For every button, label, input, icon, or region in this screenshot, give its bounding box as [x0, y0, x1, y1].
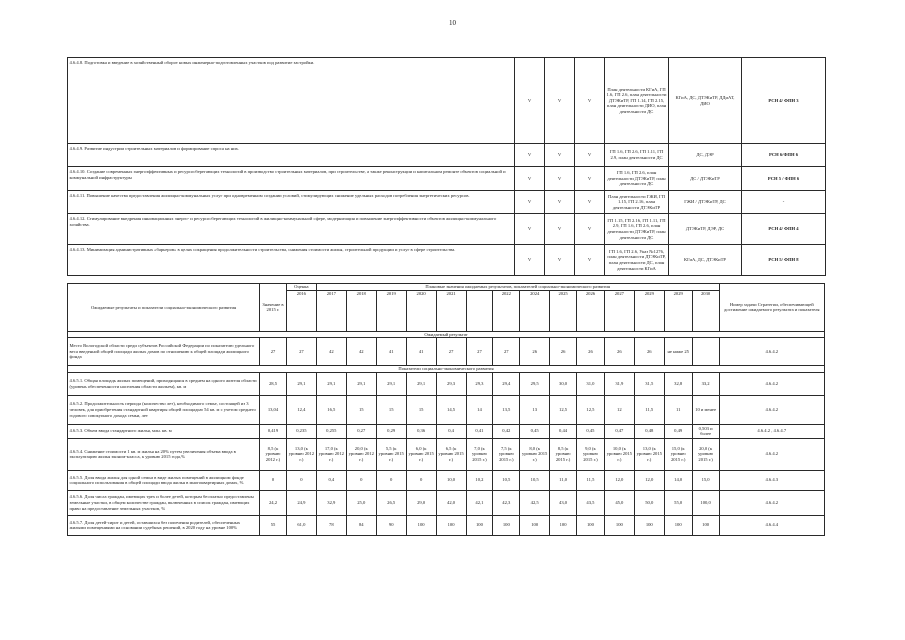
indicator-value: 100	[520, 515, 550, 535]
year-header: 2024	[520, 290, 550, 331]
indicator-value: 26	[577, 338, 605, 366]
measure-source: План деятельности ГЖИ, ГП 1.15, ГП 2.16, план деятельности ДТЭКиТР	[605, 191, 669, 214]
year-header: 2025	[550, 290, 577, 331]
indicator-value: 0,503 и более	[692, 424, 719, 438]
indicator-value: 24,9	[286, 490, 316, 515]
indicator-value: 26	[604, 338, 634, 366]
indicator-value: 11,5	[634, 395, 664, 424]
indicator-value: 10,2	[466, 470, 493, 490]
table-row	[68, 191, 826, 214]
indicator-value: 42,5	[520, 490, 550, 515]
indicator-value: 100	[604, 515, 634, 535]
indicator-value: 0	[260, 470, 287, 490]
period-mark: V	[575, 214, 605, 245]
indicator-label: 4.6.5.4. Снижение стоимости 1 кв. м жилья на 20% путем увеличения объема ввода в эксплуатацию жилья эконом-класса, к уровню 2015 года,%	[68, 438, 260, 470]
period-mark: V	[575, 58, 605, 144]
indicator-label: 4.6.5.7. Доля детей-сирот и детей, оставшихся без попечения родителей, обеспеченных жилыми помещениями на основании судебных решений, в 2020 году на уровне 100%	[68, 515, 260, 535]
indicator-value: 41	[406, 338, 436, 366]
indicator-value: 0,235	[286, 424, 316, 438]
indicator-value: 43,5	[577, 490, 605, 515]
indicator-value: 7,0 (к уровню 2015 г.)	[466, 438, 493, 470]
indicator-label: 4.6.5.3. Объем ввода стандартного жилья, млн. кв. м	[68, 424, 260, 438]
period-mark: V	[575, 245, 605, 276]
year-header	[466, 290, 493, 331]
indicator-value: 8,5 (к уровню 2012 г.)	[260, 438, 287, 470]
measure-executors: ГЖИ / ДТЭКиТР, ДС	[669, 191, 742, 214]
indicator-value: 100	[634, 515, 664, 535]
indicator-value: 26,5	[376, 490, 406, 515]
year-header: 2026	[577, 290, 605, 331]
indicator-value: 43,0	[550, 490, 577, 515]
indicator-value: 10,5	[520, 470, 550, 490]
section-indicators	[68, 366, 825, 373]
period-mark: V	[545, 144, 575, 167]
section-expected-label: Ожидаемый результат	[68, 331, 825, 338]
indicator-value: 13,0 (к уровню 2012 г.)	[286, 438, 316, 470]
indicator-value: 26	[634, 338, 664, 366]
period-mark: V	[575, 167, 605, 191]
indicator-value: 45,0	[604, 490, 634, 515]
indicator-value: 50,0	[634, 490, 664, 515]
indicator-value: 11,5	[577, 470, 605, 490]
indicator-value: 10,0 (к уровню 2015 г.)	[604, 438, 634, 470]
indicator-value: 10 и менее	[692, 395, 719, 424]
indicator-value: 17,0 (к уровню 2012 г.)	[316, 438, 346, 470]
measure-executors: ДС, ДЭР	[669, 144, 742, 167]
indicator-value: 0	[346, 470, 376, 490]
indicator-value: 29,1	[376, 372, 406, 395]
indicator-value: 0,41	[466, 424, 493, 438]
indicator-value: 0	[406, 470, 436, 490]
indicator-value: 29,0	[406, 490, 436, 515]
task-number: 4.6.4.4	[719, 515, 824, 535]
indicator-value: 13,0 (к уровню 2015 г.)	[634, 438, 664, 470]
indicator-value: 14,0	[664, 470, 692, 490]
task-number: 4.6.4.2	[719, 372, 824, 395]
indicator-value: не ниже 25	[664, 338, 692, 366]
indicator-value: 42,3	[493, 490, 520, 515]
period-mark: V	[515, 245, 545, 276]
period-mark: V	[575, 191, 605, 214]
period-mark: V	[545, 245, 575, 276]
indicator-value: 42	[346, 338, 376, 366]
section-indicators-label: Показатели социально-экономического развития	[68, 366, 825, 373]
indicator-value: 29,3	[466, 372, 493, 395]
measure-source: ГП 1.6, ГП 2.6, план деятельности ДТЭКиТР, план деятельности ДС	[605, 167, 669, 191]
indicator-value: 15	[406, 395, 436, 424]
indicator-value: 29,5	[520, 372, 550, 395]
measure-description: 4.6.4.12. Стимулирование внедрения инновационных энерго- и ресурсосберегающих технологий в жилищно-коммунальной сфере, модернизация и повышение энергоэффективности объектов жилищно-коммунального хозяйства.	[68, 214, 515, 245]
measures-table	[67, 57, 826, 276]
page-number: 10	[449, 19, 456, 27]
indicator-value: 9,0 (к уровню 2015 г.)	[577, 438, 605, 470]
indicator-value: 90	[376, 515, 406, 535]
indicator-value: 100	[550, 515, 577, 535]
indicator-value: 0,255	[316, 424, 346, 438]
measure-document: РСН 5/ ФПН 8	[742, 245, 826, 276]
column-header-estimate: Оценка	[286, 284, 316, 291]
measure-document: -	[742, 191, 826, 214]
indicator-value: 20,0 (к уровню 2015 г.)	[692, 438, 719, 470]
year-header: 2029	[664, 290, 692, 331]
indicator-value: 33,2	[692, 372, 719, 395]
indicator-value: 24,2	[260, 490, 287, 515]
indicator-value: 0	[286, 470, 316, 490]
indicator-value: 41	[376, 338, 406, 366]
year-header: 2019	[376, 290, 406, 331]
indicator-label: 4.6.5.1. Общая площадь жилых помещений, приходящаяся в среднем на одного жителя области (уровень обеспеченности населения области жильем), кв. м	[68, 372, 260, 395]
indicator-value: 12,0	[604, 470, 634, 490]
measure-description: 4.6.4.8. Подготовка и введение в хозяйственный оборот новых инженерно-подготовленных участков под развитие застройки.	[68, 58, 515, 144]
indicator-value: 8,0 (к уровню 2015 г.)	[520, 438, 550, 470]
table-row	[68, 515, 825, 535]
indicator-value: 13	[520, 395, 550, 424]
indicator-label: 4.6.5.5. Доля ввода жилья для одной семьи в виде жилых помещений в жилищном фонде социального использования в общей площади ввода жилья в многоквартирных домах, %	[68, 470, 260, 490]
indicator-value: 100	[466, 515, 493, 535]
indicator-value: 27	[436, 338, 466, 366]
indicator-value: 78	[316, 515, 346, 535]
indicator-value: 31,9	[604, 372, 634, 395]
year-header: 2021	[436, 290, 466, 331]
measure-source: ГП 1.6, ГП 2.6, ГП 1.11, ГП 2.9, план деятельности ДС	[605, 144, 669, 167]
year-header: 2018	[346, 290, 376, 331]
indicator-value: 100	[493, 515, 520, 535]
indicator-value: 5,5 (к уровню 2015 г.)	[376, 438, 406, 470]
indicator-value: 0,44	[550, 424, 577, 438]
year-header: 2022	[493, 290, 520, 331]
indicator-value: 29,1	[406, 372, 436, 395]
indicator-value: 11,0	[550, 470, 577, 490]
indicator-value: 0	[376, 470, 406, 490]
measure-description: 4.6.4.10. Создание современных энергоэффективных и ресурсосберегающих технологий в производство строительных материалов, при строительстве, а также реконструкции и капитальном ремонте объектов социальной и коммунальной инфраструктуры	[68, 167, 515, 191]
results-table	[67, 283, 825, 536]
indicator-value: 84	[346, 515, 376, 535]
indicator-value: 32,8	[664, 372, 692, 395]
task-number: 4.6.4.2	[719, 490, 824, 515]
measure-executors: КГиА, ДС, ДТЭКиТР, ДДиАТ, ДИО	[669, 58, 742, 144]
measure-source: ГП 1.15, ГП 2.16, ГП 1.11, ГП 2.9, ГП 1.6, ГП 2.6, план деятельности ДТЭКиТР, план деятельности ДС	[605, 214, 669, 245]
indicator-value: 100	[436, 515, 466, 535]
indicator-value: 61,0	[286, 515, 316, 535]
indicator-value: 6,5 (к уровню 2015 г.)	[436, 438, 466, 470]
measure-source: План деятельности КГиА, ГП 1.6, ГП 2.6, план деятельности ДТЭКиТР, ГП 1.14, ГП 2.15, план деятельности ДИО, план деятельности ДС	[605, 58, 669, 144]
table-row	[68, 490, 825, 515]
measure-source: ГП 1.6, ГП 2.6, Указ №1276, план деятельности ДТЭКиТР, план деятельности ДС, план деятельности КГиА	[605, 245, 669, 276]
empty-cell	[692, 338, 719, 366]
indicator-value: 100	[577, 515, 605, 535]
column-header-base: Значение в 2015 г.	[260, 284, 287, 332]
indicator-value: 28,5	[260, 372, 287, 395]
indicator-value: 6,0 (к уровню 2015 г.)	[406, 438, 436, 470]
measure-executors: ДС / ДТЭКиТР	[669, 167, 742, 191]
indicator-value: 26	[550, 338, 577, 366]
task-number: 4.6.4.2	[719, 395, 824, 424]
measure-document: РСН 4/ ФПН 3	[742, 58, 826, 144]
period-mark: V	[515, 58, 545, 144]
column-header-task-number: Номер задачи Стратегии, обеспечивающей достижение ожидаемого результата и показателя	[719, 284, 824, 332]
indicator-value: 100	[692, 515, 719, 535]
year-header: 2030	[692, 290, 719, 331]
indicator-value: 31,5	[634, 372, 664, 395]
indicator-value: 0,29	[376, 424, 406, 438]
measure-document: РСН 4/ ФПН 4	[742, 214, 826, 245]
indicator-label: Место Вологодской области среди субъектов Российской Федерации по показателю удельного веса введенной общей площади жилых домов по отношению к общей площади жилищного фонда	[68, 338, 260, 366]
indicator-value: 30,0	[550, 372, 577, 395]
indicator-value: 55	[260, 515, 287, 535]
indicator-value: 0,49	[664, 424, 692, 438]
indicator-value: 15,0	[692, 470, 719, 490]
indicator-value: 100	[406, 515, 436, 535]
indicator-value: 27	[286, 338, 316, 366]
measure-executors: ДТЭКиТР, ДЭР, ДС	[669, 214, 742, 245]
indicator-value: 0,45	[520, 424, 550, 438]
table-row	[68, 338, 825, 366]
table-row	[68, 424, 825, 438]
indicator-value: 26	[520, 338, 550, 366]
indicator-label: 4.6.5.2. Продолжительность периода (количество лет), необходимого семье, состоящей из 3 человек, для приобретения стандартной квартиры общей площадью 54 кв. м с учетом среднего годового совокупного дохода семьи, лет	[68, 395, 260, 424]
year-header: 2027	[604, 290, 634, 331]
header-row	[68, 284, 825, 291]
period-mark: V	[515, 167, 545, 191]
table-row	[68, 395, 825, 424]
indicator-value: 29,1	[316, 372, 346, 395]
table-row	[68, 167, 826, 191]
indicator-value: 27	[260, 338, 287, 366]
indicator-value: 11	[664, 395, 692, 424]
indicator-value: 0,4	[316, 470, 346, 490]
year-header: 2016	[286, 290, 316, 331]
indicator-value: 55,0	[664, 490, 692, 515]
measure-description: 4.6.4.9. Развитие индустрии строительных материалов и формирование спроса на них.	[68, 144, 515, 167]
indicator-value: 0,47	[604, 424, 634, 438]
measure-executors: КГиА, ДС, ДТЭКиТР	[669, 245, 742, 276]
indicator-value: 42,0	[436, 490, 466, 515]
indicator-value: 12,5	[577, 395, 605, 424]
period-mark: V	[515, 144, 545, 167]
section-expected	[68, 331, 825, 338]
indicator-value: 7,5 (к уровню 2015 г.)	[493, 438, 520, 470]
indicator-value: 13,5	[493, 395, 520, 424]
indicator-value: 13,04	[260, 395, 287, 424]
indicator-value: 0,42	[493, 424, 520, 438]
measure-description: 4.6.4.13. Минимизация административных «барьеров» в целях сокращения продолжительности строительства, снижения стоимости жилья, строительной продукции и услуг в сфере строительства.	[68, 245, 515, 276]
indicator-value: 0,419	[260, 424, 287, 438]
indicator-value: 29,1	[286, 372, 316, 395]
indicator-value: 29,4	[493, 372, 520, 395]
period-mark: V	[575, 144, 605, 167]
indicator-value: 27	[493, 338, 520, 366]
indicator-value: 100	[664, 515, 692, 535]
indicator-value: 42,1	[466, 490, 493, 515]
indicator-value: 27	[466, 338, 493, 366]
period-mark: V	[515, 214, 545, 245]
indicator-value: 15,0 (к уровню 2015 г.)	[664, 438, 692, 470]
period-mark: V	[545, 214, 575, 245]
period-mark: V	[515, 191, 545, 214]
year-header: 2020	[406, 290, 436, 331]
indicator-value: 29,1	[346, 372, 376, 395]
year-header: 2029	[634, 290, 664, 331]
year-header: 2017	[316, 290, 346, 331]
indicator-value: 0,36	[406, 424, 436, 438]
measure-description: 4.6.4.11. Повышение качества предоставления жилищно-коммунальных услуг при одновременном создании условий, стимулирующих снижение удельных расходов потребления энергетических ресурсов.	[68, 191, 515, 214]
measure-document: РСН 6/ФПН 6	[742, 144, 826, 167]
task-number: 4.6.4.2	[719, 338, 824, 366]
indicator-value: 14	[466, 395, 493, 424]
indicator-value: 15	[346, 395, 376, 424]
table-row	[68, 144, 826, 167]
period-mark: V	[545, 191, 575, 214]
indicator-value: 8,5 (к уровню 2015 г.)	[550, 438, 577, 470]
indicator-value: 0,27	[346, 424, 376, 438]
column-header-results: Ожидаемые результаты и показатели социально-экономического развития	[68, 284, 260, 332]
indicator-value: 0,45	[577, 424, 605, 438]
indicator-value: 42	[316, 338, 346, 366]
indicator-value: 0,4	[436, 424, 466, 438]
table-row	[68, 245, 826, 276]
indicator-value: 31,0	[577, 372, 605, 395]
indicator-value: 15	[376, 395, 406, 424]
measure-document: РСН 5 / ФПН 6	[742, 167, 826, 191]
indicator-value: 12,5	[550, 395, 577, 424]
indicator-value: 14,5	[436, 395, 466, 424]
indicator-value: 100,0	[692, 490, 719, 515]
table-row	[68, 438, 825, 470]
table-row	[68, 470, 825, 490]
period-mark: V	[545, 167, 575, 191]
indicator-value: 25,0	[346, 490, 376, 515]
task-number: 4.6.4.2 , 4.6.4.7	[719, 424, 824, 438]
indicator-value: 10,5	[493, 470, 520, 490]
indicator-value: 29,3	[436, 372, 466, 395]
column-header-plan: Плановые значения ожидаемых результатов, показателей социально-экономического развития	[316, 284, 719, 291]
indicator-value: 32,9	[316, 490, 346, 515]
table-row	[68, 214, 826, 245]
indicator-value: 10,0	[436, 470, 466, 490]
indicator-value: 12,0	[634, 470, 664, 490]
indicator-label: 4.6.5.6. Доля числа граждан, имеющих трех и более детей, которым бесплатно предоставлены земельные участки, в общем количестве граждан, включенных в список граждан, имеющих право на предоставление земельных участков, %	[68, 490, 260, 515]
indicator-value: 12,4	[286, 395, 316, 424]
table-row	[68, 58, 826, 144]
indicator-value: 16,5	[316, 395, 346, 424]
table-row	[68, 372, 825, 395]
period-mark: V	[545, 58, 575, 144]
indicator-value: 12	[604, 395, 634, 424]
indicator-value: 20,0 (к уровню 2012 г.)	[346, 438, 376, 470]
task-number: 4.6.4.2	[719, 438, 824, 470]
task-number: 4.6.4.3	[719, 470, 824, 490]
indicator-value: 0,48	[634, 424, 664, 438]
